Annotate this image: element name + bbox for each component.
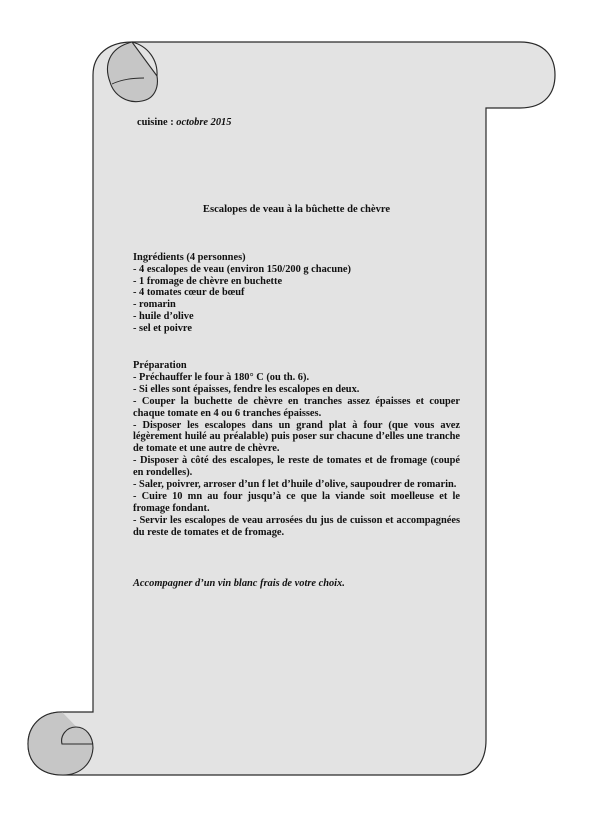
- recipe-title: Escalopes de veau à la bûchette de chèvre: [202, 204, 391, 215]
- preparation-step: - Disposer les escalopes dans un grand plat à four (que vous avez légèrement huilé au préalable) puis poser sur chacune d’elles une tranche de tomate et une autre de chèvre.: [133, 419, 460, 455]
- preparation-step: - Disposer à côté des escalopes, le reste de tomates et de fromage (coupé en rondelles).: [133, 455, 460, 479]
- ingredient-item: - 4 tomates cœur de bœuf: [133, 287, 245, 299]
- ingredients-heading: Ingrédients (4 personnes): [133, 252, 246, 263]
- ingredient-item: - 4 escalopes de veau (environ 150/200 g chacune): [133, 263, 352, 275]
- header-date: octobre 2015: [176, 117, 232, 128]
- preparation-step: - Cuire 10 mn au four jusqu’à ce que la viande soit moelleuse et le fromage fondant.: [133, 490, 460, 514]
- ingredient-item: - huile d’olive: [133, 310, 194, 322]
- preparation-heading: Préparation: [133, 360, 187, 371]
- ingredient-item: - 1 fromage de chèvre en buchette: [133, 275, 283, 287]
- preparation-step: - Si elles sont épaisses, fendre les escalopes en deux.: [133, 383, 360, 395]
- preparation-step: - Préchauffer le four à 180° C (ou th. 6).: [133, 371, 310, 383]
- ingredient-item: - sel et poivre: [133, 322, 192, 334]
- wine-suggestion: Accompagner d’un vin blanc frais de votre choix.: [133, 578, 345, 589]
- preparation-step: - Saler, poivrer, arroser d’un f let d’huile d’olive, saupoudrer de romarin.: [133, 479, 457, 491]
- ingredients-section: [133, 252, 463, 335]
- preparation-section: [133, 360, 460, 539]
- header-label: cuisine :: [137, 117, 174, 128]
- document-header: [137, 117, 231, 128]
- preparation-step: - Couper la buchette de chèvre en tranches assez épaisses et couper chaque tomate en 4 ou 6 tranches épaisses.: [133, 395, 460, 419]
- ingredient-item: - romarin: [133, 299, 176, 311]
- preparation-step: - Servir les escalopes de veau arrosées du jus de cuisson et accompagnées du reste de tomates et de fromage.: [133, 514, 460, 538]
